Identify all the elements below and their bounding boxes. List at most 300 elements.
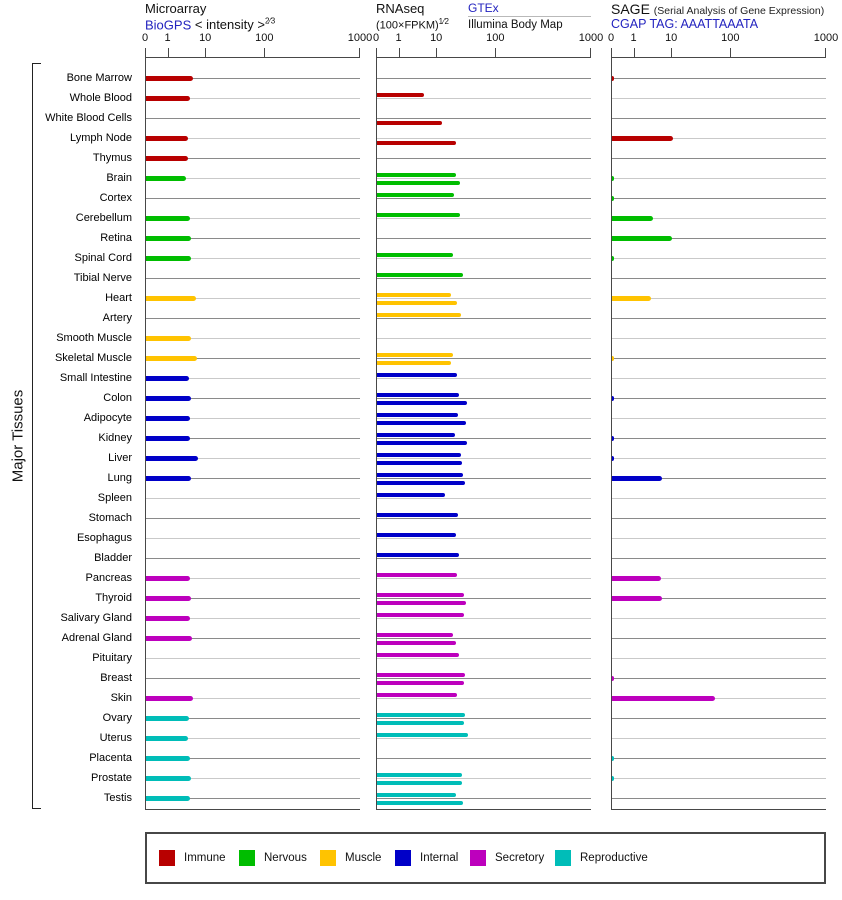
expression-row (146, 569, 360, 589)
tissue-label: Colon (103, 392, 132, 404)
expression-bar (612, 176, 614, 181)
axis-tick-label: 1 (164, 32, 171, 44)
expression-bar (612, 136, 673, 141)
row-baseline (146, 558, 360, 559)
expression-bar (612, 776, 614, 781)
tissue-label: Uterus (99, 732, 132, 744)
expression-bar (612, 576, 661, 581)
legend-item (320, 850, 381, 866)
row-baseline (377, 78, 591, 79)
intensity-scale-label: < intensity >$^{2⁄3}$ (194, 17, 276, 33)
expression-row (146, 409, 360, 429)
tissue-label: Salivary Gland (60, 612, 132, 624)
expression-row (146, 369, 360, 389)
expression-bar (377, 801, 463, 805)
expression-bar (377, 613, 464, 617)
expression-bar (146, 636, 192, 641)
expression-row (612, 169, 826, 189)
expression-row (612, 609, 826, 629)
row-baseline (612, 378, 826, 379)
axis-tick-label: 1000 (813, 32, 839, 44)
axis-tick-label: 10 (430, 32, 443, 44)
expression-bar (377, 713, 465, 717)
expression-bar (377, 473, 463, 477)
expression-bar (146, 236, 191, 241)
axis-tick-label: 1000 (578, 32, 604, 44)
tissue-group-bracket-bottom (32, 808, 41, 809)
axis-tick-mark (264, 48, 265, 57)
expression-bar (612, 696, 715, 701)
expression-bar (146, 796, 190, 801)
expression-bar (377, 413, 458, 417)
microarray-rows (145, 57, 360, 810)
expression-row (612, 489, 826, 509)
expression-bar (146, 716, 189, 721)
expression-row (146, 309, 360, 329)
axis-tick-label: 0 (607, 32, 615, 44)
row-baseline (377, 658, 591, 659)
row-baseline (377, 558, 591, 559)
sage-rows (611, 57, 826, 810)
row-baseline (377, 798, 591, 799)
expression-row (377, 69, 591, 89)
row-baseline (612, 418, 826, 419)
tissue-label: Tibial Nerve (73, 272, 132, 284)
row-baseline (146, 518, 360, 519)
expression-row (377, 769, 591, 789)
row-baseline (612, 198, 826, 199)
expression-row (612, 749, 826, 769)
row-baseline (377, 318, 591, 319)
expression-row (377, 129, 591, 149)
axis-tick-mark (730, 48, 731, 57)
expression-bar (377, 401, 467, 405)
expression-bar (377, 393, 459, 397)
expression-bar (612, 76, 614, 81)
expression-row (612, 689, 826, 709)
row-baseline (377, 178, 591, 179)
row-baseline (146, 678, 360, 679)
expression-row (612, 269, 826, 289)
tissue-label: Spleen (97, 492, 132, 504)
legend-item (395, 850, 458, 866)
expression-bar (612, 396, 614, 401)
expression-row (377, 569, 591, 589)
expression-row (612, 249, 826, 269)
row-baseline (377, 518, 591, 519)
row-baseline (377, 578, 591, 579)
expression-bar (612, 356, 614, 361)
expression-bar (377, 481, 465, 485)
expression-bar (377, 121, 442, 125)
expression-bar (146, 136, 188, 141)
rnaseq-axis (372, 32, 604, 57)
expression-row (377, 709, 591, 729)
expression-bar (377, 641, 456, 645)
axis-tick-mark (825, 48, 826, 57)
expression-row (612, 449, 826, 469)
expression-bar (146, 256, 191, 261)
expression-bar (377, 733, 468, 737)
expression-row (146, 169, 360, 189)
expression-row (377, 689, 591, 709)
expression-row (612, 549, 826, 569)
expression-bar (612, 676, 614, 681)
expression-row (612, 649, 826, 669)
row-baseline (377, 618, 591, 619)
microarray-title: Microarray (145, 1, 207, 16)
expression-bar (377, 461, 462, 465)
row-baseline (377, 698, 591, 699)
tissue-label: Lung (107, 472, 132, 484)
expression-row (612, 509, 826, 529)
legend-label: Internal (420, 852, 459, 864)
expression-row (146, 689, 360, 709)
expression-row (377, 529, 591, 549)
expression-row (612, 149, 826, 169)
row-baseline (377, 278, 591, 279)
row-baseline (612, 658, 826, 659)
row-baseline (612, 678, 826, 679)
expression-row (146, 129, 360, 149)
row-baseline (377, 378, 591, 379)
expression-bar (377, 493, 445, 497)
legend-item (555, 850, 648, 866)
expression-bar (377, 673, 465, 677)
row-baseline (377, 438, 591, 439)
expression-bar (377, 213, 460, 217)
row-baseline (377, 758, 591, 759)
row-baseline (612, 438, 826, 439)
expression-row (146, 769, 360, 789)
expression-row (146, 229, 360, 249)
axis-tick-label: 100 (486, 32, 505, 44)
tissue-label: Ovary (102, 712, 132, 724)
legend-item (470, 850, 544, 866)
expression-row (377, 149, 591, 169)
fpkm-scale-label: (100×FPKM)$^{1⁄2}$ (376, 17, 449, 32)
gtex-separator-line (468, 16, 591, 17)
expression-bar (377, 433, 455, 437)
row-baseline (612, 158, 826, 159)
tissue-label: Artery (102, 312, 132, 324)
row-baseline (612, 618, 826, 619)
row-baseline (612, 458, 826, 459)
row-baseline (377, 198, 591, 199)
expression-bar (146, 476, 191, 481)
row-baseline (612, 178, 826, 179)
expression-bar (612, 216, 653, 221)
expression-row (146, 249, 360, 269)
expression-bar (377, 573, 457, 577)
expression-row (146, 729, 360, 749)
expression-bar (377, 721, 464, 725)
row-baseline (146, 658, 360, 659)
expression-row (377, 729, 591, 749)
row-baseline (146, 498, 360, 499)
row-baseline (377, 638, 591, 639)
row-baseline (377, 238, 591, 239)
axis-tick-mark (634, 48, 635, 57)
row-baseline (612, 758, 826, 759)
expression-row (146, 269, 360, 289)
axis-tick-mark (611, 48, 612, 57)
row-baseline (146, 198, 360, 199)
row-baseline (612, 78, 826, 79)
expression-row (377, 109, 591, 129)
expression-row (377, 329, 591, 349)
row-baseline (612, 778, 826, 779)
expression-row (377, 229, 591, 249)
expression-row (612, 669, 826, 689)
row-baseline (612, 718, 826, 719)
expression-bar (377, 313, 461, 317)
tissue-group-bracket (32, 63, 33, 809)
tissue-label: Skeletal Muscle (54, 352, 132, 364)
tissue-group-bracket-top (32, 63, 41, 64)
expression-row (377, 289, 591, 309)
expression-row (146, 89, 360, 109)
row-baseline (377, 538, 591, 539)
tissue-label: Cortex (99, 192, 132, 204)
expression-row (377, 489, 591, 509)
expression-row (146, 669, 360, 689)
expression-bar (612, 476, 662, 481)
tissue-label: Heart (105, 292, 132, 304)
expression-bar (377, 253, 453, 257)
expression-row (612, 229, 826, 249)
expression-row (146, 289, 360, 309)
expression-row (146, 429, 360, 449)
expression-bar (377, 141, 456, 145)
expression-row (612, 629, 826, 649)
row-baseline (612, 498, 826, 499)
sage-title: SAGE (611, 1, 650, 17)
row-baseline (612, 358, 826, 359)
expression-bar (146, 156, 188, 161)
axis-tick-mark (399, 48, 400, 57)
expression-row (377, 189, 591, 209)
tissue-label: Smooth Muscle (56, 332, 132, 344)
legend-swatch (395, 850, 411, 866)
legend-swatch (159, 850, 175, 866)
expression-row (146, 209, 360, 229)
expression-bar (377, 193, 454, 197)
axis-tick-label: 0 (372, 32, 380, 44)
expression-row (146, 109, 360, 129)
row-baseline (612, 338, 826, 339)
axis-tick-label: 100 (255, 32, 274, 44)
expression-bar (146, 576, 190, 581)
tissue-label: White Blood Cells (45, 112, 132, 124)
tissue-label: Retina (100, 232, 132, 244)
expression-row (146, 629, 360, 649)
expression-bar (146, 616, 190, 621)
axis-tick-label: 0 (141, 32, 149, 44)
expression-row (612, 409, 826, 429)
expression-row (377, 389, 591, 409)
tissue-label: Thymus (92, 152, 132, 164)
expression-row (612, 729, 826, 749)
axis-tick-mark (205, 48, 206, 57)
expression-row (377, 589, 591, 609)
row-baseline (146, 118, 360, 119)
row-baseline (377, 598, 591, 599)
expression-row (377, 169, 591, 189)
axis-tick-mark (359, 48, 360, 57)
expression-bar (612, 236, 672, 241)
expression-bar (377, 453, 461, 457)
expression-row (146, 649, 360, 669)
gtex-link[interactable]: GTEx (468, 1, 499, 15)
row-baseline (377, 398, 591, 399)
legend-label: Nervous (264, 852, 307, 864)
expression-row (612, 389, 826, 409)
expression-bar (146, 436, 190, 441)
row-baseline (612, 398, 826, 399)
expression-bar (612, 256, 614, 261)
expression-bar (377, 361, 451, 365)
expression-bar (146, 396, 191, 401)
row-baseline (612, 98, 826, 99)
row-baseline (146, 278, 360, 279)
row-baseline (377, 358, 591, 359)
axis-tick-label: 10 (199, 32, 212, 44)
tissue-label: Pituitary (92, 652, 132, 664)
expression-row (377, 789, 591, 809)
tissue-label: Lymph Node (70, 132, 132, 144)
tissue-label: Esophagus (76, 532, 132, 544)
row-baseline (377, 218, 591, 219)
sage-axis (607, 32, 839, 57)
row-baseline (146, 538, 360, 539)
axis-tick-label: 1000 (347, 32, 373, 44)
expression-bar (612, 436, 614, 441)
expression-bar (377, 693, 457, 697)
expression-row (377, 89, 591, 109)
expression-bar (377, 301, 457, 305)
axis-tick-mark (495, 48, 496, 57)
row-baseline (377, 718, 591, 719)
row-baseline (146, 318, 360, 319)
row-baseline (377, 458, 591, 459)
panel-rnaseq (372, 0, 604, 810)
expression-row (377, 749, 591, 769)
expression-row (146, 329, 360, 349)
row-baseline (377, 98, 591, 99)
row-baseline (377, 418, 591, 419)
expression-row (146, 149, 360, 169)
row-baseline (612, 638, 826, 639)
legend-item (159, 850, 226, 866)
row-baseline (377, 338, 591, 339)
expression-bar (377, 93, 424, 97)
expression-row (146, 709, 360, 729)
tissue-label: Whole Blood (69, 92, 132, 104)
axis-tick-mark (145, 48, 146, 57)
cgap-tag-link[interactable]: CGAP TAG: AAATTAAATA (611, 17, 759, 31)
row-baseline (377, 138, 591, 139)
tissue-label: Cerebellum (75, 212, 132, 224)
tissue-label: Thyroid (95, 592, 132, 604)
row-baseline (612, 258, 826, 259)
row-baseline (377, 498, 591, 499)
row-baseline (612, 738, 826, 739)
tissue-label: Skin (110, 692, 132, 704)
expression-row (146, 749, 360, 769)
expression-bar (146, 416, 190, 421)
expression-row (146, 549, 360, 569)
tissue-label: Brain (106, 172, 132, 184)
expression-bar (377, 353, 453, 357)
legend-swatch (470, 850, 486, 866)
expression-bar (612, 196, 614, 201)
expression-bar (146, 356, 197, 361)
row-baseline (377, 258, 591, 259)
expression-row (612, 789, 826, 809)
expression-row (377, 269, 591, 289)
tissue-label-column (36, 68, 138, 808)
expression-row (146, 389, 360, 409)
expression-bar (377, 441, 467, 445)
row-baseline (612, 118, 826, 119)
axis-tick-mark (376, 48, 377, 57)
tissue-label: Testis (103, 792, 132, 804)
expression-bar (146, 76, 193, 81)
expression-row (146, 509, 360, 529)
expression-row (612, 289, 826, 309)
expression-bar (146, 296, 196, 301)
expression-bar (377, 781, 462, 785)
expression-row (377, 209, 591, 229)
row-baseline (612, 798, 826, 799)
expression-bar (377, 173, 456, 177)
biogps-link[interactable]: BioGPS (145, 17, 192, 33)
expression-row (146, 529, 360, 549)
tissue-label: Adrenal Gland (61, 632, 132, 644)
tissue-label: Bone Marrow (66, 72, 132, 84)
expression-bar (377, 633, 453, 637)
tissue-label: Stomach (88, 512, 132, 524)
expression-row (377, 349, 591, 369)
expression-row (377, 249, 591, 269)
expression-row (377, 369, 591, 389)
row-baseline (377, 478, 591, 479)
legend-item (239, 850, 307, 866)
expression-row (146, 589, 360, 609)
expression-row (377, 609, 591, 629)
expression-row (146, 789, 360, 809)
row-baseline (612, 538, 826, 539)
expression-bar (377, 593, 464, 597)
expression-bar (612, 456, 614, 461)
expression-bar (612, 756, 614, 761)
axis-tick-mark (590, 48, 591, 57)
expression-bar (377, 373, 457, 377)
expression-row (612, 69, 826, 89)
category-legend (145, 832, 826, 884)
expression-bar (612, 596, 662, 601)
expression-bar (146, 696, 193, 701)
axis-tick-label: 1 (395, 32, 402, 44)
legend-swatch (555, 850, 571, 866)
row-baseline (612, 278, 826, 279)
axis-tick-label: 100 (721, 32, 740, 44)
expression-bar (377, 793, 456, 797)
expression-bar (612, 296, 651, 301)
expression-bar (377, 273, 463, 277)
expression-row (377, 309, 591, 329)
